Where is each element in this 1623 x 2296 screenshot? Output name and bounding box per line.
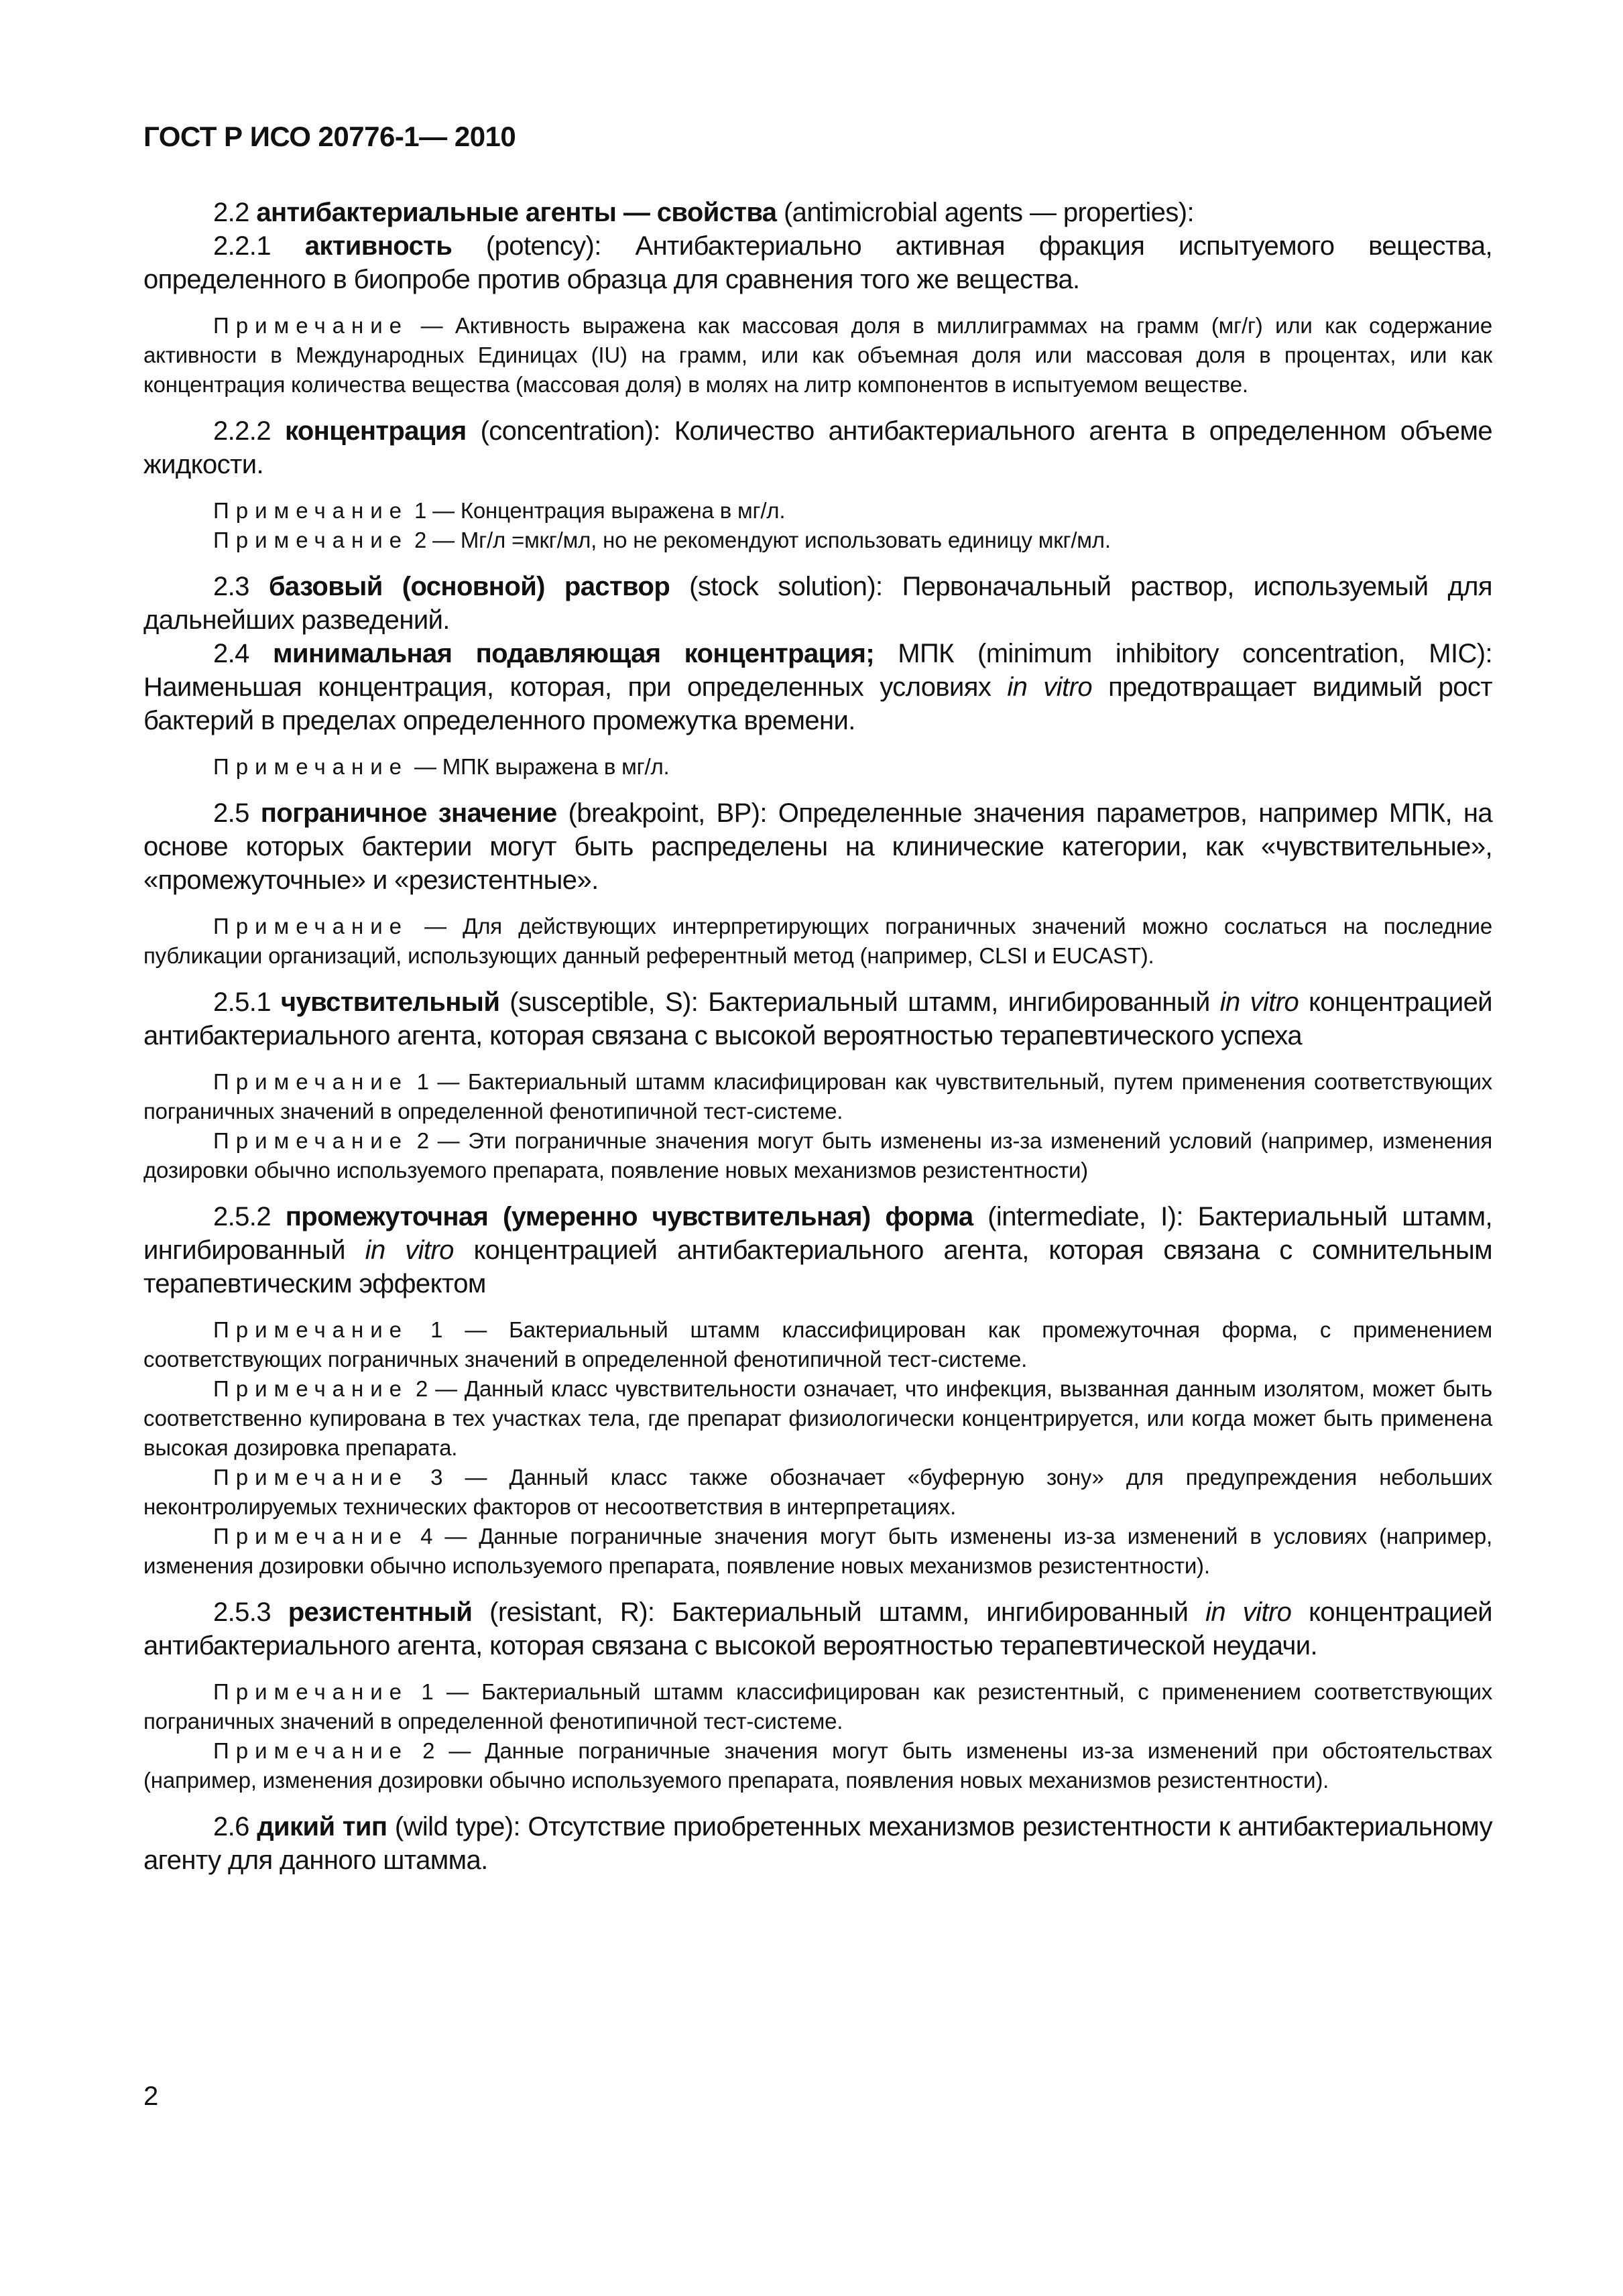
note: Примечание 1 — Бактериальный штамм классифицирован как резистентный, с применением соответствующих пограничных значений в определенной фенотипичной тест-системе.	[143, 1679, 1492, 1734]
term: минимальная подавляющая концентрация;	[273, 639, 875, 668]
clause-2-3: 2.3 базовый (основной) раствор (stock solution): Первоначальный раствор, используемый для дальнейших разведений.	[143, 572, 1492, 635]
term: базовый (основной) раствор	[268, 572, 670, 601]
term: активность	[304, 231, 453, 261]
clause-2-2-2: 2.2.2 концентрация (concentration): Количество антибактериального агента в определенном объеме жидкости.	[143, 416, 1493, 479]
term: промежуточная (умеренно чувствительная) форма	[285, 1202, 973, 1231]
note: Примечание 1 — Концентрация выражена в мг/л.	[213, 498, 786, 523]
clause-2-4: 2.4 минимальная подавляющая концентрация; МПК (minimum inhibitory concentration, MIC): Наименьшая концентрация, которая, при определенных условиях in vitro предотвращает видимый рост бактерий в пределах определенного промежутка времени.	[143, 639, 1492, 735]
note: Примечание 2 — Данные пограничные значения могут быть изменены из-за изменений при обстоятельствах (например, изменения дозировки обычно используемого препарата, появления новых механизмов резистентности).	[143, 1738, 1492, 1793]
note: Примечание 2 — Мг/л =мкг/мл, но не рекомендуют использовать единицу мкг/мл.	[213, 528, 1111, 552]
note: Примечание 1 — Бактериальный штамм класифицирован как чувствительный, путем применения соответствующих пограничных значений в определенной фенотипичной тест-системе.	[143, 1069, 1492, 1124]
note: Примечание 1 — Бактериальный штамм классифицирован как промежуточная форма, с применением соответствующих пограничных значений в определенной фенотипичной тест-системе.	[143, 1317, 1492, 1372]
page-number: 2	[143, 2081, 159, 2111]
note: Примечание — МПК выражена в мг/л.	[213, 754, 670, 779]
note: Примечание 3 — Данный класс также обозначает «буферную зону» для предупреждения небольших неконтролируемых технических факторов от несоответствия в интерпретациях.	[143, 1465, 1492, 1519]
term: резистентный	[288, 1597, 473, 1627]
note: Примечание 4 — Данные пограничные значения могут быть изменены из-за изменений в условиях (например, изменения дозировки обычно используемого препарата, появление новых механизмов резистентности).	[143, 1524, 1492, 1578]
document-body	[143, 196, 1492, 1877]
clause-2-2-1: 2.2.1 активность (potency): Антибактериально активная фракция испытуемого вещества, определенного в биопробе против образца для сравнения того же вещества.	[143, 231, 1492, 294]
clause-2-5-2: 2.5.2 промежуточная (умеренно чувствительная) форма (intermediate, I): Бактериальный штамм, ингибированный in vitro концентрацией антибактериального агента, которая связана с сомнительным терапевтическим эффектом	[143, 1202, 1493, 1298]
clause-2-5: 2.5 пограничное значение (breakpoint, BP): Определенные значения параметров, например МПК, на основе которых бактерии могут быть распределены на клинические категории, как «чувствительные», «промежуточные» и «резистентные».	[143, 798, 1492, 895]
clause-2-5-3: 2.5.3 резистентный (resistant, R): Бактериальный штамм, ингибированный in vitro концентрацией антибактериального агента, которая связана с высокой вероятностью терапевтической неудачи.	[143, 1597, 1493, 1660]
document-header: ГОСТ Р ИСО 20776-1— 2010	[143, 121, 516, 152]
note: Примечание 2 — Данный класс чувствительности означает, что инфекция, вызванная данным изолятом, может быть соответственно купирована в тех участках тела, где препарат физиологически концентрируется, или когда может быть применена высокая дозировка препарата.	[143, 1376, 1492, 1460]
term: пограничное значение	[260, 798, 557, 828]
term: дикий тип	[257, 1812, 387, 1841]
term: антибактериальные агенты — свойства	[256, 198, 777, 227]
clause-2-5-1: 2.5.1 чувствительный (susceptible, S): Бактериальный штамм, ингибированный in vitro концентрацией антибактериального агента, которая связана с высокой вероятностью терапевтического успеха	[143, 987, 1493, 1050]
clause-2-6: 2.6 дикий тип (wild type): Отсутствие приобретенных механизмов резистентности к антибактериальному агенту для данного штамма.	[143, 1812, 1493, 1875]
note: Примечание — Активность выражена как массовая доля в миллиграммах на грамм (мг/г) или как содержание активности в Международных Единицах (IU) на грамм, или как объемная доля или массовая доля в процентах, или как концентрация количества вещества (массовая доля) в молях на литр компонентов в испытуемом веществе.	[143, 313, 1492, 397]
clause-2-2: 2.2 антибактериальные агенты — свойства (antimicrobial agents — properties):	[213, 198, 1194, 227]
note: Примечание — Для действующих интерпретирующих пограничных значений можно сослаться на последние публикации организаций, использующих данный референтный метод (например, CLSI и EUCAST).	[143, 914, 1492, 968]
term: чувствительный	[280, 987, 500, 1017]
note: Примечание 2 — Эти пограничные значения могут быть изменены из-за изменений условий (например, изменения дозировки обычно используемого препарата, появление новых механизмов резистентности)	[143, 1128, 1492, 1183]
term: концентрация	[284, 416, 467, 446]
